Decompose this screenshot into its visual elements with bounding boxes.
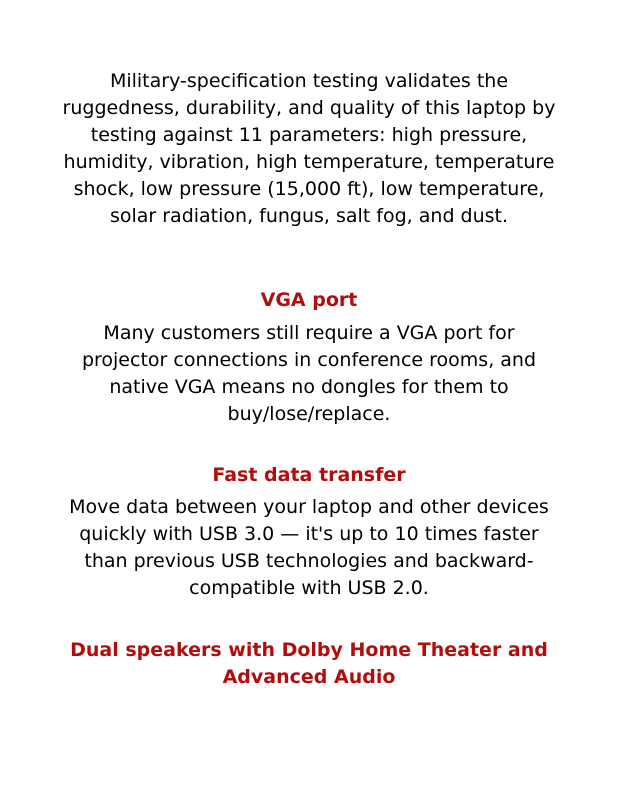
fast-data-transfer-paragraph: Move data between your laptop and other devices quickly with USB 3.0 — it's up to 10 times faster than previous USB technologies and backward-compatible with USB 2.0.	[69, 496, 549, 599]
vga-port-paragraph: Many customers still require a VGA port for projector connections in conference rooms, and native VGA means no dongles for them to buy/lose/replace.	[81, 322, 537, 425]
dual-speakers-heading: Dual speakers with Dolby Home Theater and Advanced Audio	[70, 639, 548, 688]
intro-paragraph: Military-specification testing validates the ruggedness, durability, and quality of this laptop by testing against 11 parameters: high pressure, humidity, vibration, high temperature, temperature shock, low pressure (15,000 ft), low temperature, solar radiation, fungus, salt fog, and dust.	[62, 70, 556, 227]
fast-data-transfer-heading: Fast data transfer	[212, 464, 406, 486]
vga-port-heading: VGA port	[260, 289, 358, 311]
